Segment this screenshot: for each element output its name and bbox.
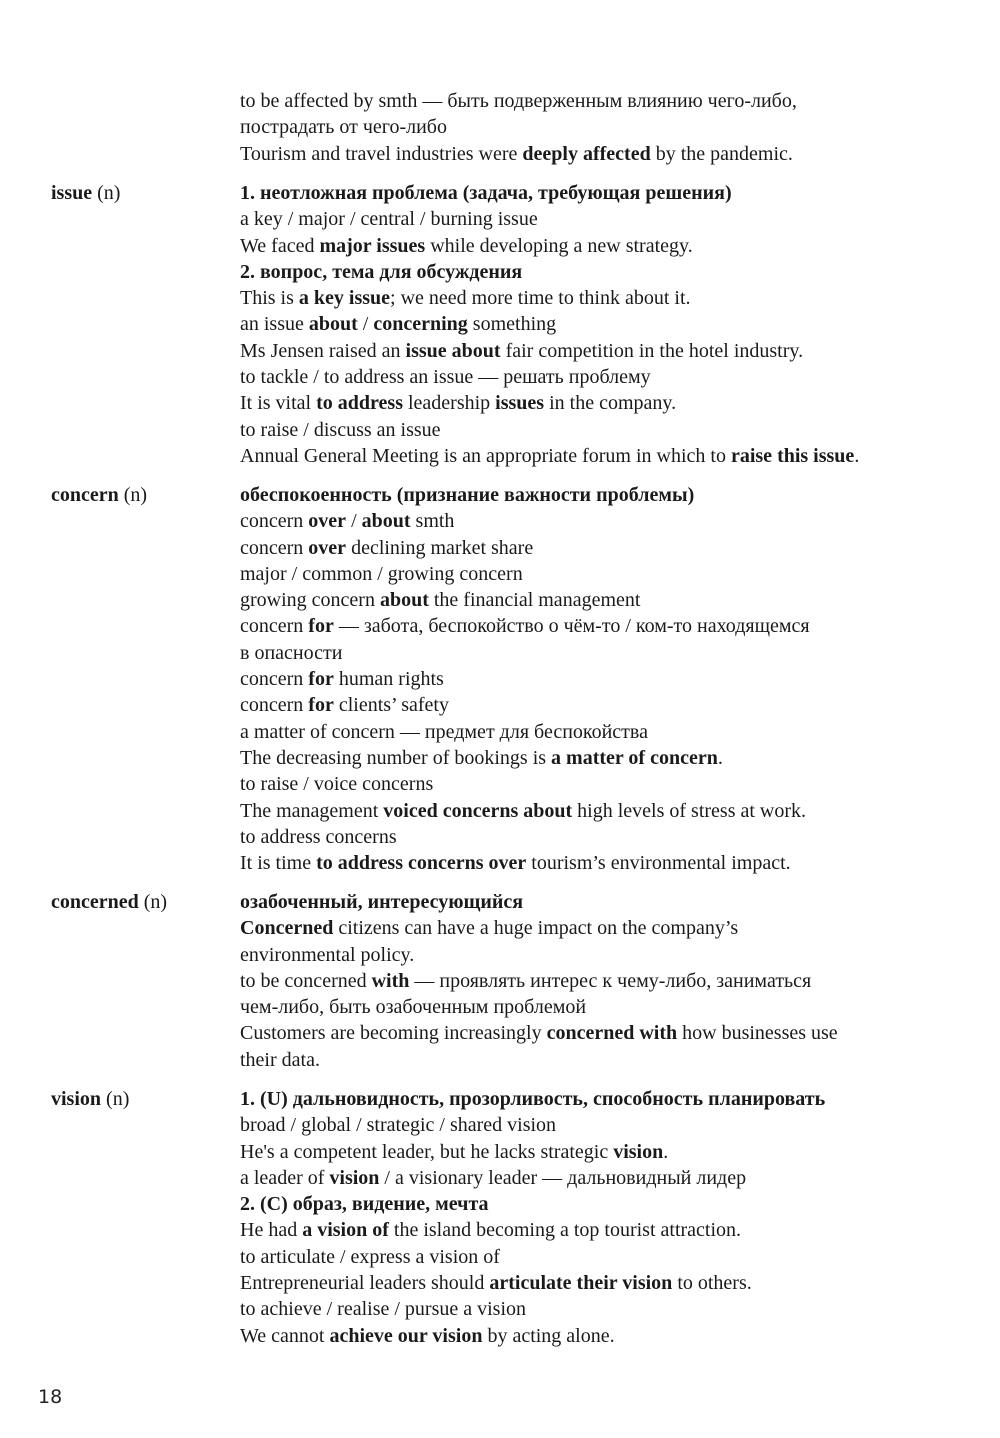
text-segment: Tourism and travel industries were <box>240 142 523 165</box>
bold-phrase: issues <box>495 392 545 415</box>
entry-line <box>240 1217 960 1243</box>
entry-body <box>240 180 960 469</box>
text-segment: to others. <box>672 1272 752 1295</box>
text-segment: / <box>357 313 374 336</box>
bold-phrase: about <box>308 313 358 336</box>
part-of-speech: (n) <box>123 484 148 506</box>
entry-line <box>240 1270 960 1296</box>
text-segment: fair competition in the hotel industry. <box>500 339 804 362</box>
text-segment: smth <box>410 510 455 533</box>
entry-line <box>240 666 960 692</box>
text-segment: It is time <box>240 852 317 875</box>
text-segment: в опасности <box>240 641 343 664</box>
part-of-speech: (n) <box>143 891 168 913</box>
bold-phrase: voiced concerns about <box>383 799 573 822</box>
text-segment: 1. неотложная проблема (задача, требующая решения) <box>240 182 732 204</box>
entry-line <box>240 561 960 587</box>
text-segment: tourism’s environmental impact. <box>526 852 791 875</box>
text-segment: / <box>346 510 362 533</box>
text-segment: / a visionary leader — дальновидный лидер <box>379 1166 747 1189</box>
text-segment: Entrepreneurial leaders should <box>240 1272 490 1295</box>
text-segment: . <box>717 746 723 769</box>
bold-phrase: vision <box>329 1166 380 1189</box>
bold-phrase: articulate their vision <box>489 1272 673 1295</box>
bold-phrase: a matter of concern <box>551 746 718 769</box>
entry-line <box>240 771 960 797</box>
text-segment: something <box>467 313 557 336</box>
text-segment: environmental policy. <box>240 943 415 966</box>
headword-text: issue <box>51 182 93 204</box>
text-segment: in the company. <box>544 392 677 415</box>
entry-line <box>240 1165 960 1191</box>
bold-phrase: over <box>308 510 347 533</box>
entry-line <box>240 994 960 1020</box>
entry-line <box>240 508 960 534</box>
text-segment: a key / major / central / burning issue <box>240 208 538 231</box>
bold-phrase: to address concerns over <box>316 852 527 875</box>
entry-line <box>240 1139 960 1165</box>
text-segment: The management <box>240 799 384 822</box>
text-segment: Annual General Meeting is an appropriate forum in which to <box>240 444 731 467</box>
bold-phrase: for <box>308 668 334 691</box>
entry-line <box>240 443 960 469</box>
bold-phrase: for <box>308 694 334 717</box>
text-segment: a leader of <box>240 1166 330 1189</box>
bold-phrase: a vision of <box>302 1219 389 1242</box>
text-segment: concern <box>240 615 309 638</box>
entry-line <box>240 1112 960 1138</box>
headword-text: concerned <box>51 891 139 913</box>
entry-line <box>240 390 960 416</box>
text-segment: high levels of stress at work. <box>572 799 807 822</box>
entry-line <box>240 311 960 337</box>
text-segment: пострадать от чего-либо <box>240 116 447 139</box>
text-segment: the island becoming a top tourist attraction. <box>388 1219 742 1242</box>
text-segment: ; we need more time to think about it. <box>390 287 691 310</box>
page-number: 18 <box>38 1386 63 1408</box>
text-segment: an issue <box>240 313 309 336</box>
text-segment: their data. <box>240 1048 320 1071</box>
part-of-speech: (n) <box>97 182 121 204</box>
text-segment: to tackle / to address an issue — решать проблему <box>240 366 651 389</box>
text-segment: leadership <box>402 392 496 415</box>
text-segment: the financial management <box>428 589 641 612</box>
entry-line <box>240 745 960 771</box>
part-of-speech: (n) <box>106 1088 130 1110</box>
text-segment: чем-либо, быть озабоченным проблемой <box>240 996 587 1019</box>
headword-text: concern <box>51 484 119 506</box>
headword <box>51 889 167 915</box>
text-segment: to articulate / express a vision of <box>240 1245 500 1268</box>
entry-line <box>240 206 960 232</box>
text-segment: Customers are becoming increasingly <box>240 1022 547 1045</box>
entry-line <box>240 798 960 824</box>
entry-line <box>240 1296 960 1322</box>
bold-phrase: to address <box>316 392 403 415</box>
entry-line <box>240 850 960 876</box>
text-segment: major / common / growing concern <box>240 562 523 585</box>
entry-line <box>240 719 960 745</box>
text-segment: while developing a new strategy. <box>425 234 693 257</box>
sense-heading <box>240 259 960 285</box>
text-segment: to address concerns <box>240 825 397 848</box>
bold-phrase: over <box>308 536 347 559</box>
intro-line <box>240 114 970 140</box>
headword-text: vision <box>51 1088 102 1110</box>
entry-body <box>240 482 960 876</box>
bold-phrase: achieve our vision <box>329 1324 483 1347</box>
text-segment: concern <box>240 536 309 559</box>
bold-phrase: issue about <box>405 339 501 362</box>
bold-phrase: concerned with <box>546 1022 678 1045</box>
bold-phrase: about <box>379 589 429 612</box>
entry-line <box>240 535 960 561</box>
sense-heading <box>240 889 960 915</box>
text-segment: озабоченный, интересующийся <box>240 891 524 913</box>
text-segment: by the pandemic. <box>650 142 793 165</box>
entry-line <box>240 338 960 364</box>
sense-heading <box>240 180 960 206</box>
bold-phrase: about <box>361 510 411 533</box>
entry-body <box>240 1086 960 1349</box>
text-segment: Ms Jensen raised an <box>240 339 406 362</box>
text-segment: human rights <box>333 668 444 691</box>
bold-phrase: a key issue <box>298 287 391 310</box>
intro-block <box>240 88 970 167</box>
text-segment: The decreasing number of bookings is <box>240 746 552 769</box>
bold-phrase: for <box>308 615 334 638</box>
entry-line <box>240 233 960 259</box>
bold-phrase: with <box>371 969 410 992</box>
intro-line <box>240 88 970 114</box>
text-segment: a matter of concern — предмет для беспокойства <box>240 720 648 743</box>
entry-line <box>240 285 960 311</box>
entry-line <box>240 364 960 390</box>
text-segment: . <box>663 1140 669 1163</box>
text-segment: citizens can have a huge impact on the company’s <box>333 917 739 940</box>
text-segment: broad / global / strategic / shared vision <box>240 1114 557 1137</box>
text-segment: обеспокоенность (признание важности проблемы) <box>240 484 695 506</box>
entry-line <box>240 1244 960 1270</box>
text-segment: 2. (C) образ, видение, мечта <box>240 1193 489 1216</box>
text-segment: to be affected by smth — быть подверженным влиянию чего-либо, <box>240 90 797 112</box>
sense-heading <box>240 1086 960 1112</box>
sense-heading <box>240 1191 960 1217</box>
text-segment: declining market share <box>346 536 534 559</box>
headword <box>51 482 147 508</box>
entry-line <box>240 1020 960 1046</box>
text-segment: It is vital <box>240 392 317 415</box>
text-segment: 2. вопрос, тема для обсуждения <box>240 260 523 283</box>
bold-phrase: Concerned <box>240 917 334 940</box>
entry-body <box>240 889 960 1073</box>
text-segment: He's a competent leader, but he lacks strategic <box>240 1140 614 1163</box>
text-segment: to be concerned <box>240 969 372 992</box>
text-segment: by acting alone. <box>482 1324 615 1347</box>
text-segment: to raise / voice concerns <box>240 773 434 796</box>
entry-line <box>240 692 960 718</box>
entry-line <box>240 942 960 968</box>
bold-phrase: deeply affected <box>522 142 651 165</box>
text-segment: 1. (U) дальновидность, прозорливость, способность планировать <box>240 1088 826 1110</box>
text-segment: concern <box>240 694 309 717</box>
headword <box>51 1086 129 1112</box>
headword <box>51 180 120 206</box>
bold-phrase: concerning <box>373 313 468 336</box>
text-segment: He had <box>240 1219 303 1242</box>
entry-line <box>240 915 960 941</box>
entry-line <box>240 587 960 613</box>
text-segment: — проявлять интерес к чему-либо, заниматься <box>409 969 812 992</box>
text-segment: We faced <box>240 234 320 257</box>
intro-line <box>240 141 970 167</box>
text-segment: concern <box>240 510 309 533</box>
entry-line <box>240 824 960 850</box>
text-segment: . <box>854 444 860 467</box>
bold-phrase: raise this issue <box>730 444 855 467</box>
text-segment: growing concern <box>240 589 380 612</box>
text-segment: This is <box>240 287 299 310</box>
bold-phrase: major issues <box>319 234 426 257</box>
entry-line <box>240 613 960 639</box>
entry-line <box>240 417 960 443</box>
text-segment: concern <box>240 668 309 691</box>
text-segment: We cannot <box>240 1324 330 1347</box>
entry-line <box>240 968 960 994</box>
bold-phrase: vision <box>613 1140 664 1163</box>
sense-heading <box>240 482 960 508</box>
text-segment: to raise / discuss an issue <box>240 418 441 441</box>
entry-line <box>240 640 960 666</box>
text-segment: how businesses use <box>677 1022 838 1045</box>
text-segment: clients’ safety <box>333 694 449 717</box>
text-segment: to achieve / realise / pursue a vision <box>240 1298 527 1321</box>
entry-line <box>240 1047 960 1073</box>
text-segment: — забота, беспокойство о чём-то / ком-то находящемся <box>333 615 810 638</box>
entry-line <box>240 1323 960 1349</box>
